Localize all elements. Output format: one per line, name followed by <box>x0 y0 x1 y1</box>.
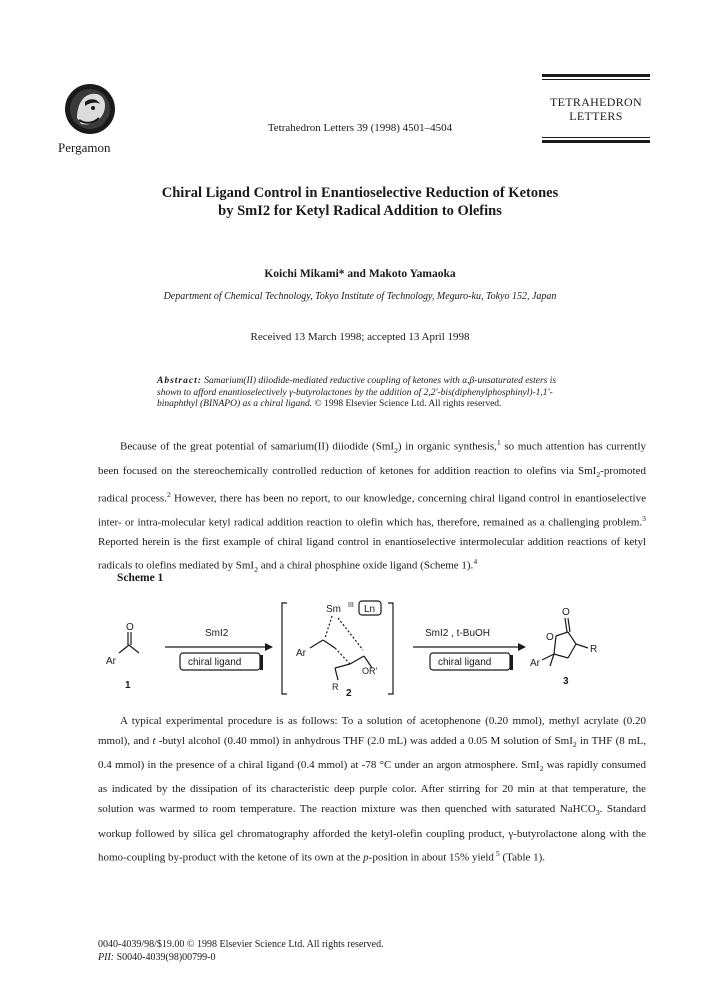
publisher-name: Pergamon <box>58 140 111 155</box>
scheme-1-diagram <box>80 590 660 710</box>
reference-3[interactable]: 3 <box>642 513 646 523</box>
intermediate-r-group: R <box>332 682 339 692</box>
header-rule-top-thin <box>542 79 650 80</box>
affiliation: Department of Chemical Technology, Tokyo Institute of Technology, Meguro-ku, Tokyo 152, Japan <box>163 291 557 302</box>
para2-text-e: . Standard workup followed by silica gel chromatography afforded the ketyl-olefin coupling product, γ-butyrolactone along with the homo-coupling by-product with the ketone of its own at the <box>98 803 646 864</box>
authors: Koichi Mikami* and Makoto Yamaoka <box>264 268 456 280</box>
para1-text-g: and a chiral phosphine oxide ligand (Scheme 1). <box>257 560 474 572</box>
compound-3-label: 3 <box>563 676 569 687</box>
para1-text-e: However, there has been no report, to our knowledge, concerning chiral ligand control in enantioselective inter- or intra-molecular ketyl radical addition reaction to olefin which has, therefore, remained as a challenging problem. <box>98 492 646 529</box>
footer <box>98 938 384 964</box>
intermediate-aryl: Ar <box>296 648 306 659</box>
para1-text-d: -promoted radical process. <box>98 464 646 505</box>
ligand-ln: Ln <box>364 604 376 615</box>
abstract-label: Abstract: <box>157 376 202 386</box>
subscript: 2 <box>596 470 601 480</box>
arrow2-reagent: SmI2 , t-BuOH <box>425 628 491 639</box>
para1-text-c: so much attention has currently been focused on the stereochemically controlled reduction of ketones for addition reaction to olefins via SmI <box>98 440 647 477</box>
para2-text-d: was rapidly consumed as indicated by the dissipation of its characteristic deep purple color. After stirring for 20 min at that temperature, the solution was warmed to room temperature. The reaction mixture was then quenched with saturated NaHCO <box>98 759 646 816</box>
para1-text-f: Reported herein is the first example of chiral ligand control in enantioselective intermolecular addition reactions of ketyl radicals to olefins mediated by SmI <box>98 536 646 572</box>
reference-4[interactable]: 4 <box>473 557 478 567</box>
para2-text-g: (Table 1). <box>499 851 546 864</box>
para2-text-f: -position in about 15% yield <box>368 851 494 864</box>
compound-3-aryl: Ar <box>530 658 540 669</box>
abstract-text: Samarium(II) diiodide-mediated reductive coupling of ketones with α,β-unsaturated esters is shown to afford enantioselectively γ-butyrolactones by the addition of 2,2'-bis(diphenylphosphinyl)-1,1'-binaphthyl (BINAPO) as a chiral ligand. <box>157 376 557 409</box>
subscript: 2 <box>572 740 577 750</box>
journal-name-line2: LETTERS <box>569 109 623 123</box>
compound-3-ring-oxygen: O <box>546 632 554 643</box>
compound-1-aryl: Ar <box>106 656 116 667</box>
para1-text-b: ) in organic synthesis, <box>397 440 497 453</box>
body-paragraph-1 <box>98 433 646 580</box>
para2-italic-t: t <box>152 735 156 747</box>
compound-1-structure <box>119 632 139 653</box>
compound-3-carbonyl-oxygen: O <box>562 607 570 618</box>
pii-value: S0040-4039(98)00799-0 <box>114 952 216 963</box>
subscript: 2 <box>394 445 398 455</box>
abstract <box>157 376 577 411</box>
arrow1-reagent: SmI2 <box>205 628 229 639</box>
right-bracket <box>388 603 393 694</box>
para2-text-b: -butyl alcohol (0.40 mmol) in anhydrous THF (2.0 mL) was added a 0.05 M solution of SmI <box>155 735 573 747</box>
scheme-label: Scheme 1 <box>117 572 164 584</box>
header-rule-bottom-thin <box>542 137 650 138</box>
journal-name <box>544 95 648 123</box>
pii-line <box>98 951 384 964</box>
compound-1-oxygen: O <box>126 622 134 633</box>
para1-text-a: Because of the great potential of samarium(II) diiodide (SmI <box>120 440 395 453</box>
reference-5[interactable]: 5 <box>493 848 500 858</box>
compound-1-label: 1 <box>125 680 131 691</box>
compound-2-label: 2 <box>346 688 352 699</box>
subscript: 2 <box>539 764 544 774</box>
header-rule-bottom <box>542 140 650 143</box>
chiral-ligand-label-2: chiral ligand <box>438 657 492 668</box>
title-line2: by SmI2 for Ketyl Radical Addition to Olefins <box>218 203 502 219</box>
para2-text-c: in THF (8 mL, 0.4 mmol) in the presence of a chiral ligand (0.4 mmol) at -78 °C under an argon atmosphere. SmI <box>98 735 647 772</box>
samarium-oxidation-state: III <box>348 602 354 609</box>
pii-label: PII: <box>98 952 115 963</box>
copyright-line: 0040-4039/98/$19.00 © 1998 Elsevier Science Ltd. All rights reserved. <box>98 939 384 950</box>
reference-1[interactable]: 1 <box>496 438 501 447</box>
journal-citation: Tetrahedron Letters 39 (1998) 4501–4504 <box>267 122 453 134</box>
body-paragraph-2 <box>98 711 646 867</box>
chiral-ligand-label-1: chiral ligand <box>188 657 242 668</box>
title-line1: Chiral Ligand Control in Enantioselective Reduction of Ketones <box>161 185 559 201</box>
samarium-label: Sm <box>326 604 341 615</box>
abstract-copyright: © 1998 Elsevier Science Ltd. All rights reserved. <box>314 399 502 409</box>
article-title <box>80 184 640 220</box>
subscript: 2 <box>254 565 258 575</box>
intermediate-ester: OR' <box>362 666 378 676</box>
para2-text-a: A typical experimental procedure is as follows: To a solution of acetophenone (0.20 mmol), methyl acrylate (0.20 mmol), and <box>98 715 646 747</box>
left-bracket <box>282 603 287 694</box>
received-date: Received 13 March 1998; accepted 13 April 1998 <box>250 331 470 343</box>
header-rule-top <box>542 74 650 77</box>
subscript: 3 <box>595 808 600 818</box>
compound-3-r-group: R <box>590 644 598 655</box>
reference-2[interactable]: 2 <box>166 490 171 500</box>
journal-name-line1: TETRAHEDRON <box>550 95 642 109</box>
para2-italic-p: p <box>363 851 369 864</box>
